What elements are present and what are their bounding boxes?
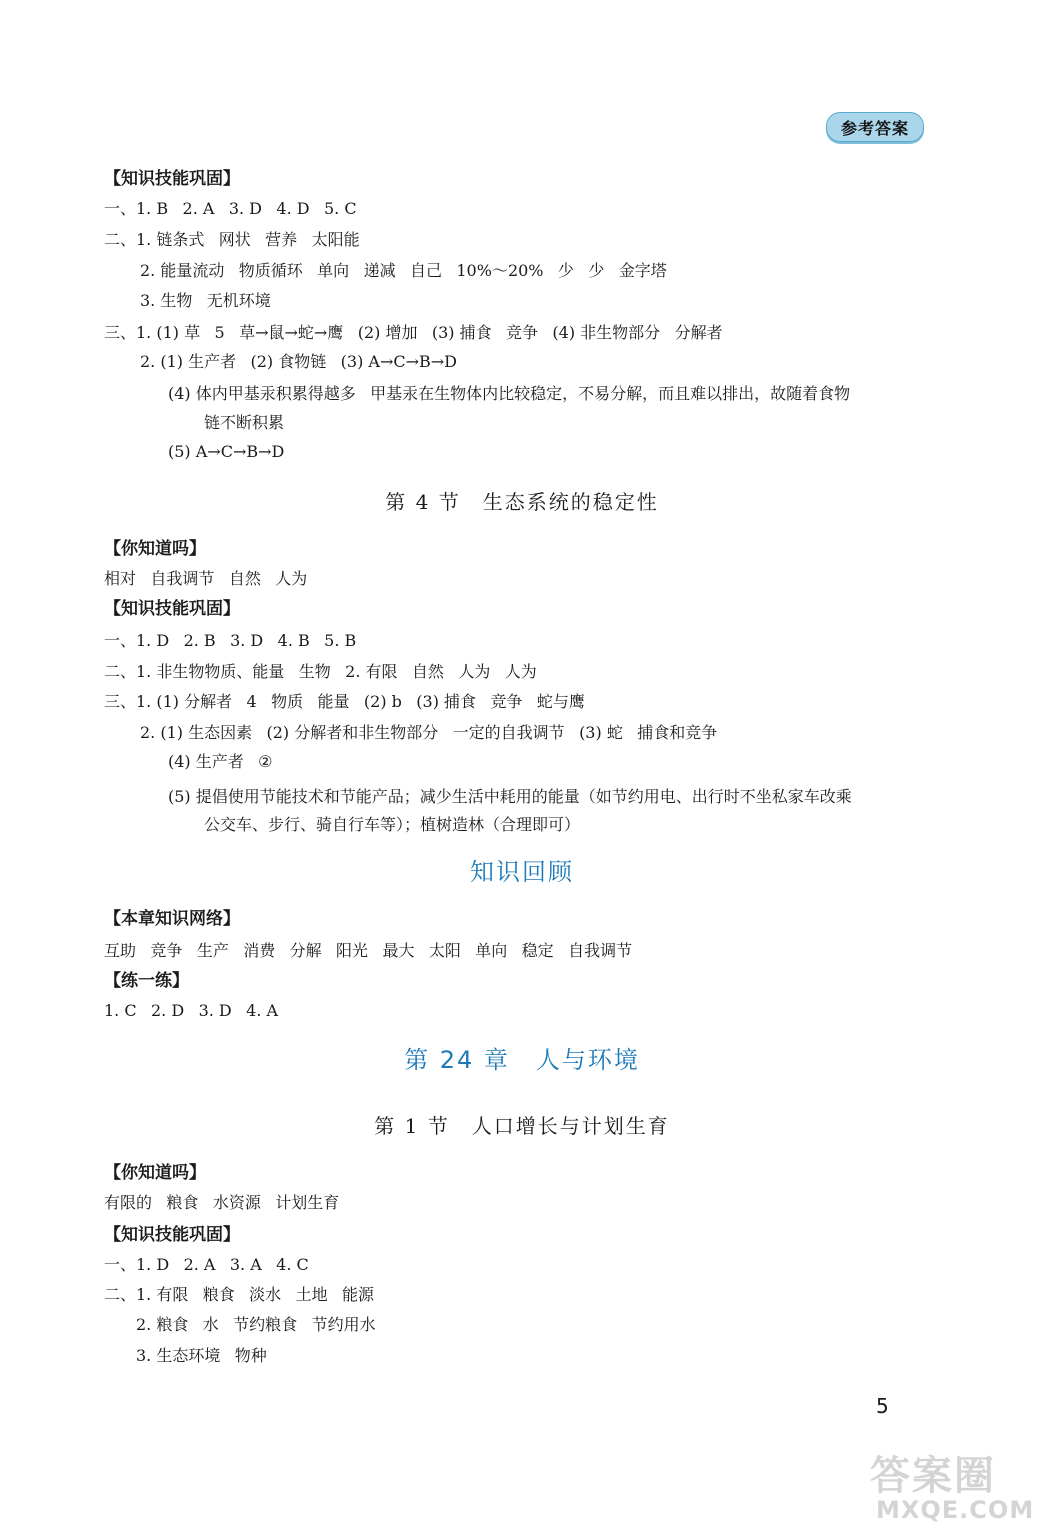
answer-item: (3) 蛇 bbox=[579, 723, 623, 742]
answer-item: 公交车、步行、骑自行车等）；植树造林（合理即可） bbox=[204, 815, 581, 834]
answer-line bbox=[104, 1192, 339, 1214]
section-heading bbox=[104, 598, 240, 620]
answer-item: 能量 bbox=[317, 692, 350, 711]
answer-item: 3. 生态环境 bbox=[136, 1346, 221, 1365]
answer-item: 三、1. (1) 草 bbox=[104, 323, 201, 342]
answer-item: 2. 有限 bbox=[345, 662, 398, 681]
answer-item: 分解者 bbox=[674, 323, 723, 342]
section-heading bbox=[104, 538, 206, 560]
answer-item: 4 bbox=[246, 692, 257, 711]
answer-item: 生产 bbox=[196, 941, 229, 960]
answer-line bbox=[104, 691, 585, 713]
answer-item: 二、1. 非生物物质、能量 bbox=[104, 662, 285, 681]
section-heading bbox=[104, 1162, 206, 1184]
answer-item: 二、1. 有限 bbox=[104, 1285, 189, 1304]
answer-item: (4) 体内甲基汞积累得越多 bbox=[168, 384, 356, 403]
answer-line bbox=[168, 786, 852, 808]
answer-item: 人为 bbox=[504, 662, 537, 681]
answer-item: (2) b bbox=[363, 692, 402, 711]
answer-item: (5) 提倡使用节能技术和节能产品；减少生活中耗用的能量（如节约用电、出行时不坐私家车改乘 bbox=[168, 787, 852, 806]
answer-item: 2. 粮食 bbox=[136, 1315, 189, 1334]
section-title: 第 1 节 人口增长与计划生育 bbox=[374, 1114, 670, 1138]
answer-item: 人为 bbox=[275, 569, 308, 588]
chapter-title: 知识回顾 bbox=[470, 858, 574, 886]
answer-item: 单向 bbox=[475, 941, 508, 960]
answer-item: 2. B bbox=[183, 631, 216, 650]
answer-item: 3. D bbox=[198, 1001, 232, 1020]
answer-item: 人为 bbox=[458, 662, 491, 681]
answer-item: 【你知道吗】 bbox=[104, 539, 206, 559]
answer-item: 【你知道吗】 bbox=[104, 1163, 206, 1183]
answer-line bbox=[104, 661, 537, 683]
answer-item: (2) 食物链 bbox=[250, 352, 327, 371]
answer-item: 节约粮食 bbox=[233, 1315, 298, 1334]
answer-item: 4. A bbox=[246, 1001, 279, 1020]
answer-line bbox=[168, 383, 850, 405]
answer-item: 【练一练】 bbox=[104, 971, 189, 991]
answer-item: (3) A→C→B→D bbox=[340, 352, 458, 371]
answer-item: 蛇与鹰 bbox=[536, 692, 585, 711]
answer-item: 2. 能量流动 bbox=[140, 261, 225, 280]
answer-item: 物质循环 bbox=[238, 261, 303, 280]
section-heading bbox=[104, 970, 189, 992]
answer-item: 自己 bbox=[409, 261, 442, 280]
answer-item: 土地 bbox=[295, 1285, 328, 1304]
answer-item: 2. (1) 生产者 bbox=[140, 352, 237, 371]
answer-item: (4) 生产者 bbox=[168, 752, 244, 771]
answer-item: 少 bbox=[557, 261, 574, 280]
answer-item: 粮食 bbox=[202, 1285, 235, 1304]
answer-item: 三、1. (1) 分解者 bbox=[104, 692, 233, 711]
answer-item: 2. A bbox=[183, 1255, 216, 1274]
answer-item: 分解 bbox=[289, 941, 322, 960]
answer-line bbox=[168, 441, 284, 463]
answer-item: 物种 bbox=[234, 1346, 267, 1365]
answer-item: (2) 分解者和非生物部分 bbox=[266, 723, 439, 742]
answer-item: 太阳 bbox=[428, 941, 461, 960]
watermark-site: MXQE.COM bbox=[876, 1496, 1035, 1524]
reference-answers-badge: 参考答案 bbox=[826, 112, 924, 142]
answer-line bbox=[104, 1254, 309, 1276]
answer-item: 竞争 bbox=[490, 692, 523, 711]
answer-line bbox=[204, 814, 580, 836]
answer-line bbox=[104, 940, 632, 962]
answer-item: 无机环境 bbox=[206, 291, 271, 310]
answer-item: 5 bbox=[214, 323, 225, 342]
answer-item: 自我调节 bbox=[150, 569, 215, 588]
answer-line bbox=[104, 1284, 374, 1306]
answer-item: 粮食 bbox=[166, 1193, 199, 1212]
answer-item: 4. B bbox=[277, 631, 310, 650]
answer-item: 4. D bbox=[276, 199, 310, 218]
answer-item: 一、1. D bbox=[104, 1255, 170, 1274]
answer-item: 淡水 bbox=[249, 1285, 282, 1304]
answer-line bbox=[140, 290, 271, 312]
answer-item: 计划生育 bbox=[275, 1193, 340, 1212]
answer-line bbox=[136, 1314, 376, 1336]
answer-item: 3. 生物 bbox=[140, 291, 193, 310]
answer-item: 竞争 bbox=[506, 323, 539, 342]
section-title: 第 4 节 生态系统的稳定性 bbox=[385, 490, 659, 514]
answer-item: 节约用水 bbox=[311, 1315, 376, 1334]
answer-item: 营养 bbox=[265, 230, 298, 249]
answer-item: (5) A→C→B→D bbox=[168, 442, 285, 461]
answer-item: 10%～20% bbox=[456, 261, 544, 280]
answer-item: 物质 bbox=[271, 692, 304, 711]
answer-item: 【知识技能巩固】 bbox=[104, 1225, 240, 1245]
answer-line bbox=[140, 351, 457, 373]
answer-line bbox=[104, 198, 357, 220]
answer-item: 递减 bbox=[363, 261, 396, 280]
answer-item: 有限的 bbox=[104, 1193, 153, 1212]
answer-item: 自然 bbox=[228, 569, 261, 588]
answer-item: 自我调节 bbox=[568, 941, 633, 960]
answer-item: (3) 捕食 bbox=[416, 692, 477, 711]
answer-item: 4. C bbox=[276, 1255, 309, 1274]
answer-item: 生物 bbox=[298, 662, 331, 681]
answer-item: 稳定 bbox=[521, 941, 554, 960]
answer-item: 甲基汞在生物体内比较稳定，不易分解，而且难以排出，故随着食物 bbox=[370, 384, 851, 403]
answer-item: 能源 bbox=[341, 1285, 374, 1304]
answer-line bbox=[104, 322, 723, 344]
answer-item: 金字塔 bbox=[618, 261, 667, 280]
watermark-logo-text: 答案圈 bbox=[870, 1453, 996, 1499]
answer-item: 二、1. 链条式 bbox=[104, 230, 205, 249]
answer-line bbox=[204, 412, 284, 434]
answer-line bbox=[168, 751, 273, 773]
answer-item: 捕食和竞争 bbox=[637, 723, 718, 742]
answer-item: 草→鼠→蛇→鹰 bbox=[239, 323, 344, 342]
answer-line bbox=[104, 1000, 278, 1022]
answer-item: 水资源 bbox=[212, 1193, 261, 1212]
section-heading bbox=[104, 1224, 240, 1246]
answer-item: 最大 bbox=[382, 941, 415, 960]
answer-line bbox=[140, 722, 717, 744]
answer-line bbox=[104, 229, 360, 251]
answer-item: 水 bbox=[202, 1315, 219, 1334]
answer-item: 5. B bbox=[324, 631, 357, 650]
answer-item: 【本章知识网络】 bbox=[104, 909, 240, 929]
answer-item: 3. D bbox=[228, 199, 262, 218]
answer-item: 一定的自我调节 bbox=[452, 723, 565, 742]
answer-item: 单向 bbox=[317, 261, 350, 280]
answer-item: 【知识技能巩固】 bbox=[104, 599, 240, 619]
answer-item: 太阳能 bbox=[311, 230, 360, 249]
answer-item: 链不断积累 bbox=[204, 413, 285, 432]
answer-item: 5. C bbox=[323, 199, 357, 218]
answer-item: 2. D bbox=[150, 1001, 185, 1020]
answer-line bbox=[104, 568, 307, 590]
chapter-title: 第 24 章 人与环境 bbox=[404, 1046, 640, 1074]
answer-item: 网状 bbox=[218, 230, 251, 249]
answer-item: 消费 bbox=[243, 941, 276, 960]
answer-item: ② bbox=[258, 752, 273, 771]
answer-item: 2. (1) 生态因素 bbox=[140, 723, 253, 742]
answer-line bbox=[104, 630, 356, 652]
answer-item: (2) 增加 bbox=[357, 323, 418, 342]
page-number: 5 bbox=[876, 1394, 889, 1418]
section-heading bbox=[104, 168, 240, 190]
answer-item: 少 bbox=[588, 261, 605, 280]
answer-line bbox=[140, 260, 667, 282]
answer-item: 一、1. D bbox=[104, 631, 170, 650]
answer-item: 一、1. B bbox=[104, 199, 169, 218]
answer-item: 相对 bbox=[104, 569, 137, 588]
answer-item: 3. A bbox=[229, 1255, 262, 1274]
answer-item: 自然 bbox=[411, 662, 444, 681]
answer-item: 互助 bbox=[104, 941, 137, 960]
answer-item: (3) 捕食 bbox=[431, 323, 492, 342]
answer-line bbox=[136, 1345, 267, 1367]
watermark-logo bbox=[866, 1444, 1035, 1528]
answer-item: 阳光 bbox=[336, 941, 369, 960]
answer-item: 3. D bbox=[230, 631, 264, 650]
section-heading bbox=[104, 908, 240, 930]
answer-item: 2. A bbox=[182, 199, 215, 218]
answer-item: 竞争 bbox=[150, 941, 183, 960]
answer-item: (4) 非生物部分 bbox=[552, 323, 661, 342]
answer-item: 1. C bbox=[104, 1001, 137, 1020]
answer-item: 【知识技能巩固】 bbox=[104, 169, 240, 189]
